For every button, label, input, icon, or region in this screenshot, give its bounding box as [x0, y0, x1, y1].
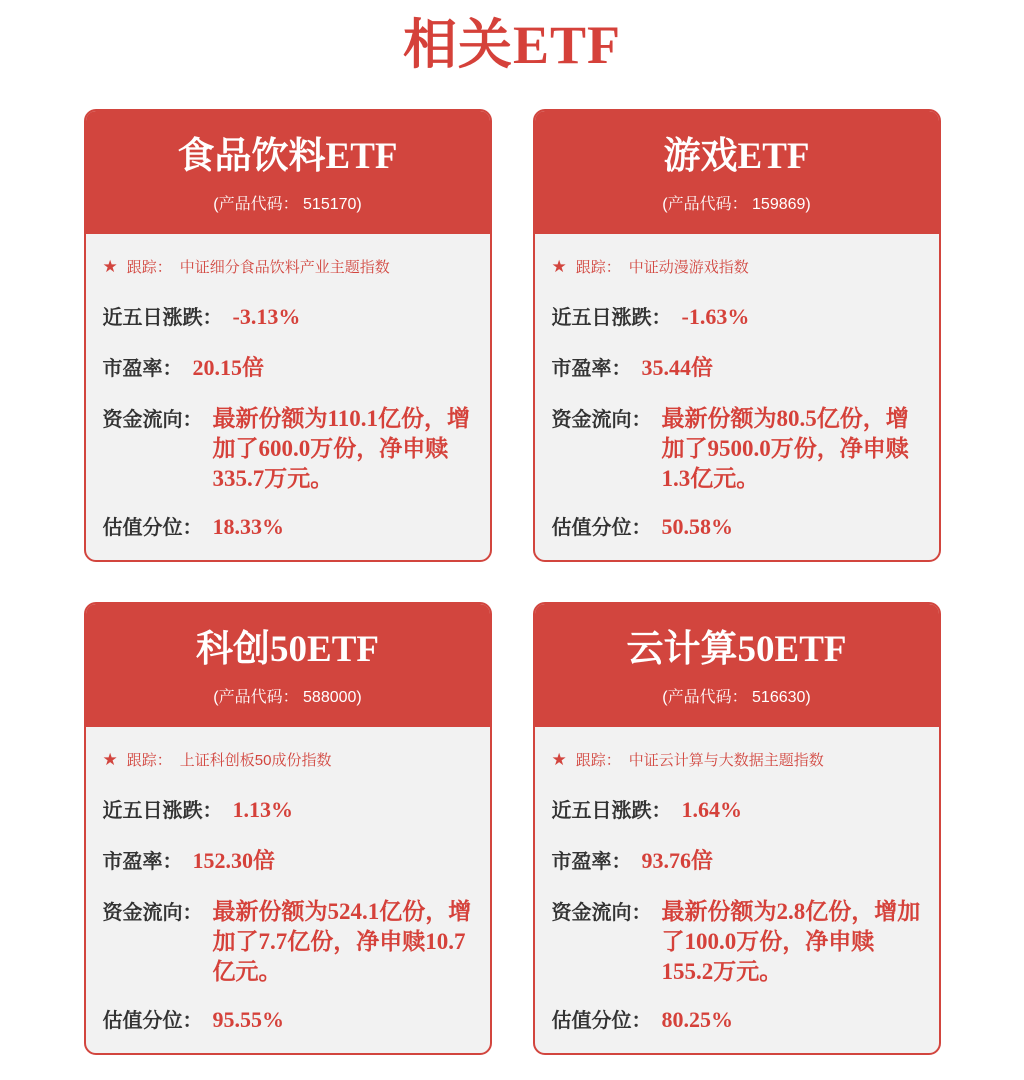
five-day-change-row — [552, 794, 921, 823]
valuation-percentile-label: 估值分位： — [551, 517, 652, 540]
etf-card-cloud-computing — [533, 602, 941, 1055]
tracking-label: 跟踪： — [575, 259, 621, 277]
etf-card-food-beverage — [84, 109, 492, 562]
etf-product-code: (产品代码： 588000) — [213, 689, 362, 707]
etf-card-body — [535, 234, 939, 540]
valuation-percentile-value: 95.55% — [212, 1007, 284, 1033]
pe-ratio-value: 152.30倍 — [192, 848, 276, 874]
five-day-change-row — [103, 301, 472, 330]
pe-ratio-row — [552, 844, 921, 875]
valuation-percentile-value: 18.33% — [212, 514, 284, 540]
valuation-percentile-label: 估值分位： — [551, 1010, 652, 1033]
etf-product-code: (产品代码： 516630) — [662, 689, 811, 707]
tracking-row — [103, 256, 472, 277]
fund-flow-value: 最新份额为110.1亿份，增加了600.0万份，净申赎335.7万元。 — [212, 406, 470, 492]
five-day-change-value: 1.64% — [681, 797, 742, 823]
pe-ratio-label: 市盈率： — [551, 851, 632, 874]
etf-card-header — [535, 604, 939, 727]
five-day-change-label: 近五日涨跌： — [102, 800, 223, 823]
etf-card-header — [86, 111, 490, 234]
tracking-row — [103, 749, 472, 770]
valuation-percentile-label: 估值分位： — [102, 1010, 203, 1033]
valuation-percentile-row — [103, 1004, 472, 1033]
etf-card-grid — [0, 109, 1024, 1055]
pe-ratio-value: 35.44倍 — [641, 355, 714, 381]
fund-flow-label: 资金流向： — [102, 902, 203, 925]
pe-ratio-value: 93.76倍 — [641, 848, 714, 874]
etf-card-header — [86, 604, 490, 727]
five-day-change-value: -1.63% — [681, 304, 750, 330]
valuation-percentile-row — [552, 1004, 921, 1033]
five-day-change-label: 近五日涨跌： — [551, 800, 672, 823]
etf-card-body — [86, 234, 490, 540]
etf-card-star50 — [84, 602, 492, 1055]
tracking-index: 上证科创板50成份指数 — [179, 752, 332, 770]
page-title: 相关ETF — [402, 15, 622, 75]
tracking-row — [552, 256, 921, 277]
star-icon: ★ — [102, 750, 118, 770]
tracking-index: 中证细分食品饮料产业主题指数 — [179, 259, 390, 277]
fund-flow-row — [552, 896, 921, 987]
fund-flow-value: 最新份额为80.5亿份，增加了9500.0万份，净申赎1.3亿元。 — [661, 406, 909, 492]
valuation-percentile-value: 80.25% — [661, 1007, 733, 1033]
fund-flow-value: 最新份额为2.8亿份，增加了100.0万份，净申赎155.2万元。 — [661, 899, 921, 985]
tracking-label: 跟踪： — [126, 752, 172, 770]
pe-ratio-label: 市盈率： — [551, 358, 632, 381]
etf-name: 食品饮料ETF — [177, 136, 398, 178]
star-icon: ★ — [102, 257, 118, 277]
valuation-percentile-label: 估值分位： — [102, 517, 203, 540]
five-day-change-label: 近五日涨跌： — [102, 307, 223, 330]
pe-ratio-value: 20.15倍 — [192, 355, 265, 381]
etf-card-gaming — [533, 109, 941, 562]
fund-flow-label: 资金流向： — [551, 902, 652, 925]
pe-ratio-label: 市盈率： — [102, 851, 183, 874]
etf-name: 科创50ETF — [196, 629, 379, 671]
five-day-change-value: -3.13% — [232, 304, 301, 330]
fund-flow-value: 最新份额为524.1亿份，增加了7.7亿份，净申赎10.7亿元。 — [212, 899, 472, 985]
pe-ratio-label: 市盈率： — [102, 358, 183, 381]
star-icon: ★ — [551, 257, 567, 277]
valuation-percentile-row — [552, 511, 921, 540]
pe-ratio-row — [103, 351, 472, 382]
five-day-change-value: 1.13% — [232, 797, 293, 823]
five-day-change-label: 近五日涨跌： — [551, 307, 672, 330]
etf-name: 云计算50ETF — [626, 629, 847, 671]
valuation-percentile-row — [103, 511, 472, 540]
fund-flow-row — [103, 403, 472, 494]
star-icon: ★ — [551, 750, 567, 770]
etf-card-body — [86, 727, 490, 1033]
fund-flow-label: 资金流向： — [551, 409, 652, 432]
five-day-change-row — [552, 301, 921, 330]
etf-product-code: (产品代码： 515170) — [213, 196, 362, 214]
tracking-label: 跟踪： — [126, 259, 172, 277]
etf-card-header — [535, 111, 939, 234]
etf-product-code: (产品代码： 159869) — [662, 196, 811, 214]
fund-flow-label: 资金流向： — [102, 409, 203, 432]
valuation-percentile-value: 50.58% — [661, 514, 733, 540]
pe-ratio-row — [552, 351, 921, 382]
etf-name: 游戏ETF — [663, 136, 810, 178]
etf-card-body — [535, 727, 939, 1033]
tracking-row — [552, 749, 921, 770]
five-day-change-row — [103, 794, 472, 823]
tracking-index: 中证云计算与大数据主题指数 — [628, 752, 824, 770]
fund-flow-row — [552, 403, 921, 494]
tracking-index: 中证动漫游戏指数 — [628, 259, 749, 277]
tracking-label: 跟踪： — [575, 752, 621, 770]
pe-ratio-row — [103, 844, 472, 875]
fund-flow-row — [103, 896, 472, 987]
